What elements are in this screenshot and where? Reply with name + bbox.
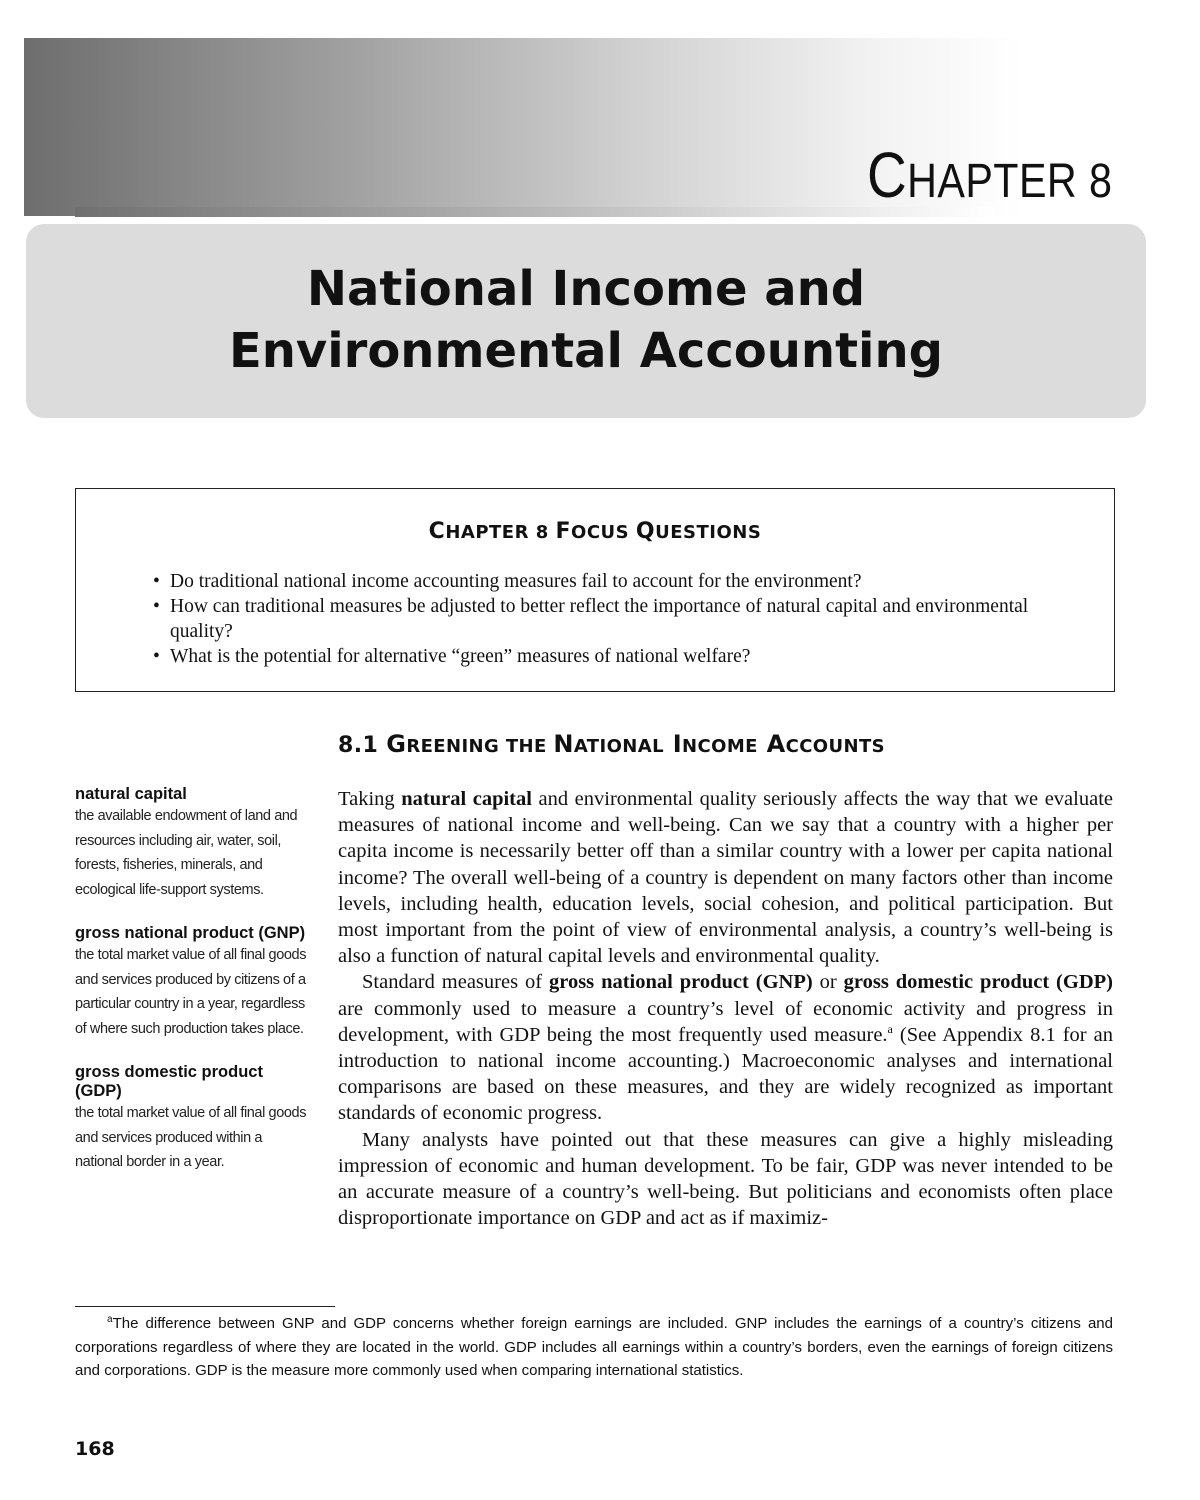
paragraph-text: (See Appendix 8.1 for an introduction to national income accounting.) Macroeconomic analyses and international comparisons are based on these measures, and they are widely recognized as important standards of economic progress. xyxy=(338,1023,1113,1125)
focus-heading-part: 8 xyxy=(528,522,556,543)
header-rule xyxy=(75,207,995,217)
chapter-label xyxy=(867,138,1112,212)
section-heading-part: REENING xyxy=(406,736,500,757)
focus-question: • Do traditional national income accounting measures fail to account for the environment? xyxy=(150,569,1090,594)
section-heading-part: I xyxy=(663,730,683,758)
paragraph-text: Standard measures of xyxy=(362,971,549,994)
focus-heading-part: UESTIONS xyxy=(655,522,762,543)
focus-heading-part xyxy=(629,522,636,543)
key-term: gross national product (GNP) xyxy=(548,971,813,994)
glossary-entry xyxy=(75,1063,310,1175)
paragraph-text: and environmental quality seriously affects the way that we evaluate measures of national income and well-being. Can we say that a country with a higher per capita income is necessarily better off than a similar country with a lower per capita national income? The overall well-being of a country is dependent on many factors other than income levels, including health, education levels, social cohesion, and political participation. But most important from the point of view of environmental analysis, a country’s well-being is also a function of natural capital levels and environmental quality. xyxy=(338,788,1113,968)
focus-question: • How can traditional measures be adjusted to better reflect the importance of natural capital and environmental quality? xyxy=(150,594,1090,644)
footnote-text: The difference between GNP and GDP concerns whether foreign earnings are included. GNP includes the earnings of a country’s citizens and corporations regardless of where they are located in the world. GDP includes all earnings within a country’s borders, even the earnings of foreign citizens and corporations. GDP is the measure more commonly used when comparing international statistics. xyxy=(75,1315,1113,1379)
page-number: 168 xyxy=(75,1438,115,1460)
key-term: gross domestic product (GDP) xyxy=(843,971,1113,994)
paragraph xyxy=(338,786,1113,969)
focus-questions-box xyxy=(75,488,1115,692)
glossary-term: gross national product (GNP) xyxy=(75,924,306,942)
focus-questions-heading xyxy=(76,519,1114,544)
footnote-marker: a xyxy=(107,1314,113,1325)
focus-heading-part: HAPTER xyxy=(445,522,529,543)
paragraph xyxy=(338,969,1113,1126)
paragraph-text: or xyxy=(812,971,844,994)
footnote-marker[interactable]: a xyxy=(887,1022,893,1036)
glossary-definition: the available endowment of land and resources including air, water, soil, forests, fisheries, minerals, and ecological life-support systems. xyxy=(75,808,298,898)
chapter-title-line-2: Environmental Accounting xyxy=(228,323,944,379)
chapter-label-initial: C xyxy=(866,139,907,211)
glossary-definition: the total market value of all final goods and services produced within a national border in a year. xyxy=(75,1105,307,1170)
footnote-rule xyxy=(75,1306,335,1307)
paragraph-text: Taking xyxy=(338,788,402,810)
margin-glossary xyxy=(75,785,310,1197)
footnote xyxy=(75,1312,1113,1383)
focus-question: • What is the potential for alternative “green” measures of national welfare? xyxy=(150,644,1090,669)
section-heading-part: NCOME xyxy=(682,736,758,757)
chapter-label-rest: HAPTER 8 xyxy=(906,155,1112,208)
section-heading-part: ATIONAL xyxy=(573,736,664,757)
section-heading xyxy=(338,730,885,758)
glossary-term: gross domestic product (GDP) xyxy=(75,1063,263,1100)
glossary-entry xyxy=(75,924,310,1041)
section-heading-part: G xyxy=(386,730,407,758)
focus-questions-list xyxy=(150,569,1090,669)
focus-heading-part: Q xyxy=(635,519,656,544)
glossary-definition: the total market value of all final goods and services produced by citizens of a particular country in a year, regardless of where such production takes place. xyxy=(75,947,307,1037)
paragraph: Many analysts have pointed out that these measures can give a highly misleading impression of economic and human development. To be fair, GDP was never intended to be an accurate measure of a country’s well-being. But politicians and economists often place disproportionate importance on GDP and act as if maximiz- xyxy=(338,1128,1113,1230)
paragraph-text: are commonly used to measure a country’s level of economic activity and progress in development, with GDP being the most frequently used measure. xyxy=(338,997,1113,1046)
chapter-title xyxy=(26,258,1146,382)
section-heading-part: N xyxy=(553,730,574,758)
glossary-term: natural capital xyxy=(75,785,187,803)
focus-heading-part: C xyxy=(428,519,446,544)
focus-heading-part: F xyxy=(555,519,572,544)
section-number: 8.1 xyxy=(338,733,387,758)
glossary-entry xyxy=(75,785,310,902)
section-heading-part: CCOUNTS xyxy=(785,736,886,757)
focus-heading-part: OCUS xyxy=(571,522,630,543)
chapter-title-line-1: National Income and xyxy=(306,261,866,317)
key-term: natural capital xyxy=(401,788,532,810)
section-heading-part: THE xyxy=(499,736,554,757)
body-text xyxy=(338,786,1113,1231)
section-heading-part: A xyxy=(757,730,786,758)
